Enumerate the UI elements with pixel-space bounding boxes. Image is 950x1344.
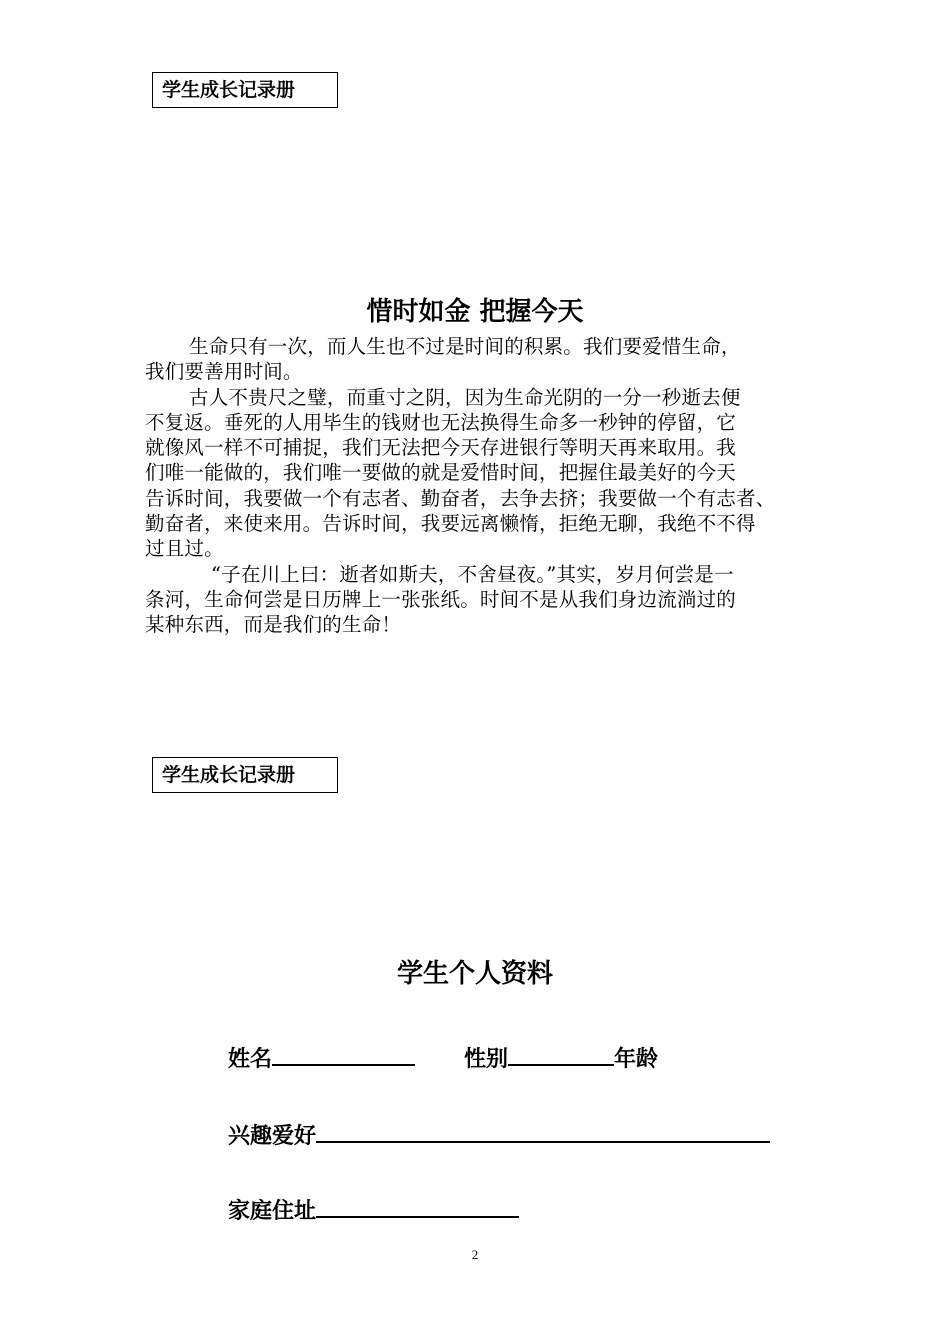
essay-body [145,334,815,638]
profile-row-address [228,1192,519,1222]
hobby-field[interactable] [316,1117,770,1143]
record-book-label: 学生成长记录册 [152,757,338,793]
essay-line: 某种东西，而是我们的生命！ [145,613,402,637]
essay-line: 生命只有一次，而人生也不过是时间的积累。我们要爱惜生命， [189,335,741,358]
essay-line: “子在川上曰：逝者如斯夫，不舍昼夜。”其实，岁月何尝是一 [211,562,734,586]
address-field[interactable] [316,1192,519,1218]
hobby-label: 兴趣爱好 [228,1124,317,1149]
profile-row-hobby [228,1117,770,1147]
essay-line: 告诉时间，我要做一个有志者、勤奋者，去争去挤；我要做一个有志者、 [145,486,776,510]
essay-line: 不复返。垂死的人用毕生的钱财也无法换得生命多一秒钟的停留，它 [145,410,737,434]
essay-title: 惜时如金 把握今天 [366,297,584,327]
essay-line: 过且过。 [145,537,224,561]
gender-label: 性别 [464,1047,509,1072]
profile-title: 学生个人资料 [396,959,553,989]
essay-line: 勤奋者，来使来用。告诉时间，我要远离懒惰，拒绝无聊，我绝不不得 [145,512,756,536]
page-number: 2 [471,1247,479,1262]
name-field[interactable] [272,1040,415,1066]
gender-field[interactable] [508,1040,614,1066]
essay-line: 就像风一样不可捕捉，我们无法把今天存进银行等明天再来取用。我 [145,436,737,460]
essay-line: 们唯一能做的，我们唯一要做的就是爱惜时间，把握住最美好的今天 [145,461,737,485]
address-label: 家庭住址 [228,1199,317,1224]
name-label: 姓名 [228,1047,273,1072]
profile-row-basic [228,1040,658,1070]
record-book-label: 学生成长记录册 [152,72,338,108]
age-label: 年龄 [614,1047,659,1072]
essay-line: 我们要善用时间。 [145,360,303,384]
essay-line: 条河，生命何尝是日历牌上一张张纸。时间不是从我们身边流淌过的 [145,587,737,611]
essay-line: 古人不贵尺之璧，而重寸之阴，因为生命光阴的一分一秒逝去便 [189,385,741,409]
